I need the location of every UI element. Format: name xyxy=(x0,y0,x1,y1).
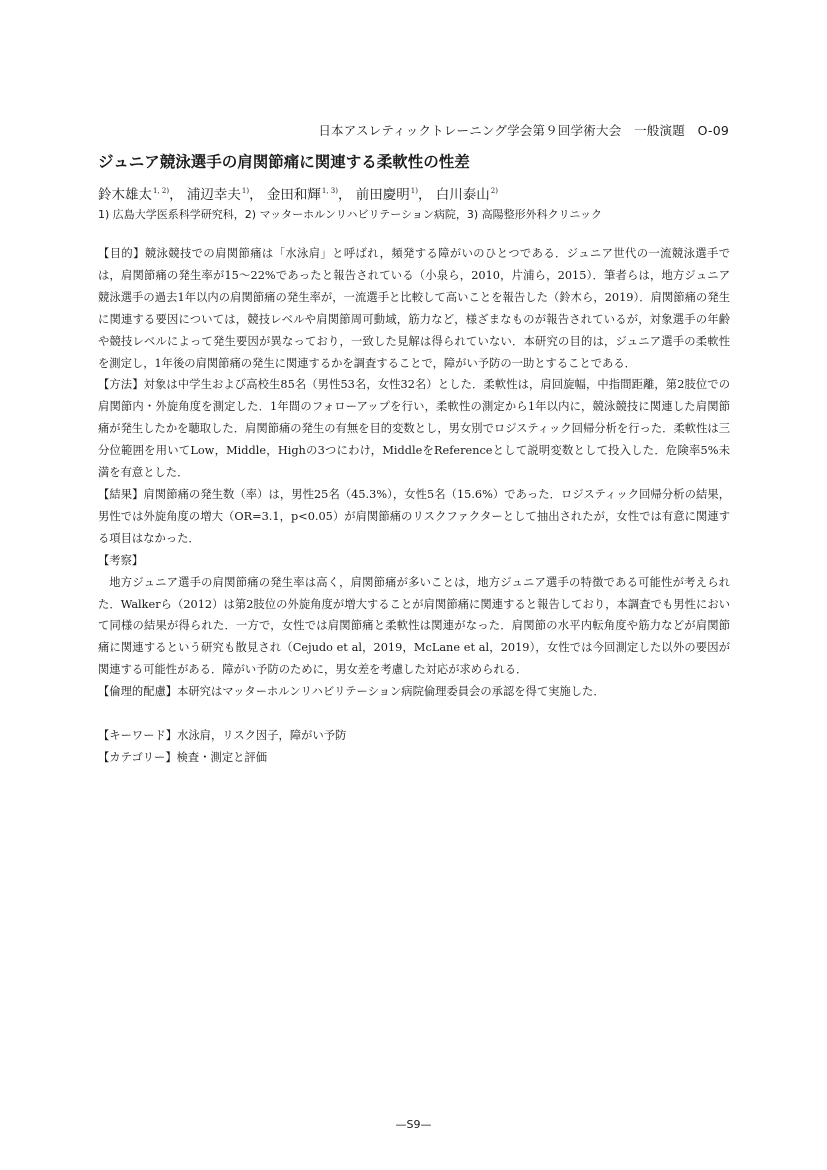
page-number: —S9— xyxy=(395,1118,432,1131)
results-paragraph: 【結果】肩関節痛の発生数（率）は，男性25名（45.3%），女性5名（15.6%）であった．ロジスティック回帰分析の結果，男性では外旋角度の増大（OR=3.1，p<0.05）が肩関節痛のリスクファクターとして抽出されたが，女性では有意に関連する項目はなかった． xyxy=(98,487,730,545)
ethics-paragraph: 【倫理的配慮】本研究はマッターホルンリハビリテーション病院倫理委員会の承認を得て実施した． xyxy=(98,685,605,699)
author-affiliation-mark: 1, 2) xyxy=(153,187,170,195)
author-list: 鈴木雄太$^{1, 2)}$， 浦辺幸夫$^{1)}$， 金田和輝$^{1, 3)}$， 前田慶明$^{1)}$， 白川泰山$^{2)}$ xyxy=(98,187,498,203)
methods-paragraph: 【方法】対象は中学生および高校生85名（男性53名，女性32名）とした．柔軟性は，肩回旋幅，中指間距離，第2肢位での肩関節内・外旋角度を測定した．1年間のフォローアップを行い，柔軟性の測定から1年以内に，競泳競技に関連した肩関節痛が発生したかを聴取した．肩関節痛の発生の有無を目的変数とし，男女別でロジスティック回帰分析を行った．柔軟性は三分位範囲を用いてLow，Middle，Highの3つにわけ，MiddleをReferenceとして説明変数として投入した．危険率5%未満を有意とした． xyxy=(98,378,730,480)
author-affiliation-mark: 1, 3) xyxy=(321,187,338,195)
abstract-body xyxy=(98,243,730,769)
discussion-heading: 【考察】 xyxy=(98,553,144,567)
category-line: 【カテゴリー】検査・測定と評価 xyxy=(98,750,268,764)
author-name: 金田和輝 xyxy=(266,187,321,203)
author-affiliation-mark: 1) xyxy=(241,187,250,195)
section-spacer xyxy=(98,703,730,725)
purpose-paragraph: 【目的】競泳競技での肩関節痛は「水泳肩」と呼ばれ，頻発する障がいのひとつである．ジュニア世代の一流競泳選手では，肩関節痛の発生率が15～22%であったと報告されている（小泉ら，2010，片浦ら，2015）．筆者らは，地方ジュニア競泳選手の過去1年以内の肩関節痛の発生率が，一流選手と比較して高いことを報告した（鈴木ら，2019）．肩関節痛の発生に関連する要因については，競技レベルや肩関節周可動域，筋力など，様ざまなものが報告されているが，対象選手の年齢や競技レベルによって発生要因が異なっており，一致した見解は得られていない．本研究の目的は，ジュニア選手の柔軟性を測定し，1年後の肩関節痛の発生に関連するかを調査することで，障がい予防の一助とすることである． xyxy=(98,247,730,370)
keywords-line: 【キーワード】水泳肩，リスク因子，障がい予防 xyxy=(98,729,347,743)
author-affiliation-mark: 2) xyxy=(490,187,498,195)
author-name: 白川泰山 xyxy=(435,187,490,203)
affiliations: 1) 広島大学医系科学研究科，2) マッターホルンリハビリテーション病院，3) 高陽整形外科クリニック xyxy=(98,208,602,221)
author-name: 鈴木雄太 xyxy=(98,187,152,203)
discussion-paragraph: 地方ジュニア選手の肩関節痛の発生率は高く，肩関節痛が多いことは，地方ジュニア選手の特徴である可能性が考えられた．Walkerら（2012）は第2肢位の外旋角度が増大することが肩関節痛に関連すると報告しており，本調査でも男性において同様の結果が得られた．一方で，女性では肩関節痛と柔軟性は関連がなった．肩関節の水平内転角度や筋力などが肩関節痛に関連するという研究も散見され（Cejudo et al，2019，McLane et al，2019），女性では今回測定した以外の要因が関連する可能性がある．障がい予防のために，男女差を考慮した対応が求められる． xyxy=(98,575,730,677)
author-name: 浦辺幸夫 xyxy=(186,187,241,203)
conference-header: 日本アスレティックトレーニング学会第９回学術大会 一般演題 O-09 xyxy=(318,123,729,138)
paper-title: ジュニア競泳選手の肩関節痛に関連する柔軟性の性差 xyxy=(98,153,470,171)
author-name: 前田慶明 xyxy=(355,187,410,203)
author-affiliation-mark: 1) xyxy=(410,187,418,195)
